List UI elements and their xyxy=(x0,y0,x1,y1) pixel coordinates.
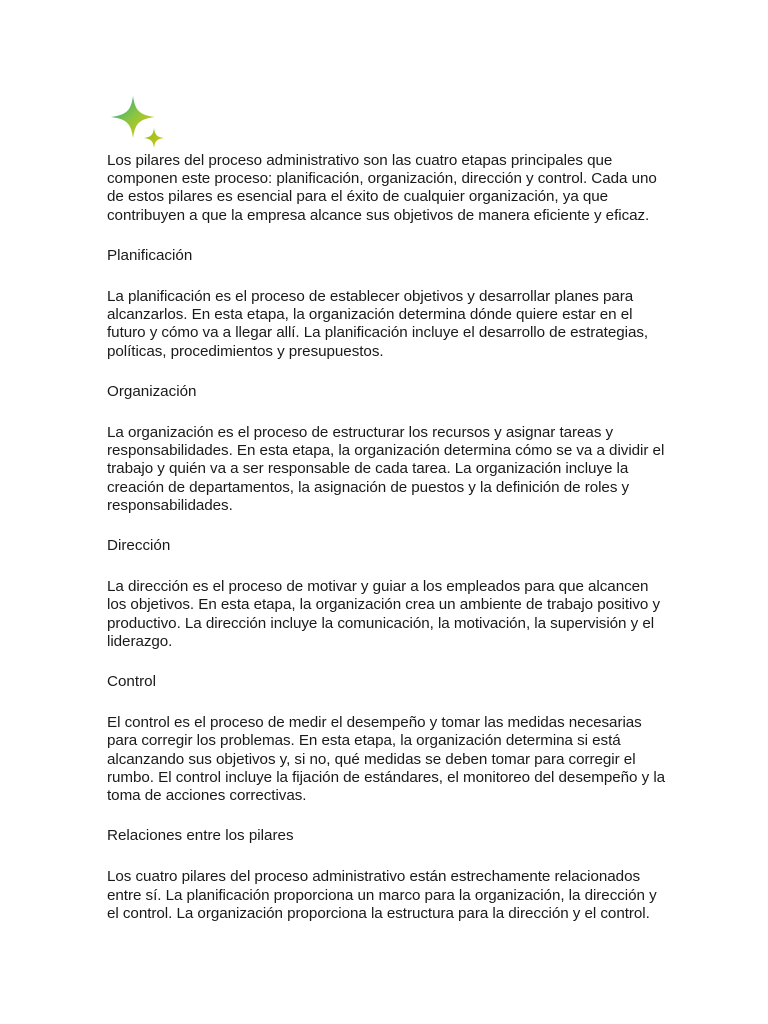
section-body-direccion: La dirección es el proceso de motivar y guiar a los empleados para que alcancen los objetivos. En esta etapa, la organización crea un ambiente de trabajo positivo y productivo. La dirección incluye la comunicación, la motivación, la supervisión y el liderazgo. xyxy=(107,578,661,650)
document-page xyxy=(107,94,667,923)
section-heading-direccion: Dirección xyxy=(107,537,171,555)
intro-paragraph: Los pilares del proceso administrativo son las cuatro etapas principales que componen este proceso: planificación, organización, dirección y control. Cada uno de estos pilares es esencial para el éxito de cualquier organización, ya que contribuyen a que la empresa alcance sus objetivos de manera eficiente y eficaz. xyxy=(107,152,657,224)
section-body-relaciones: Los cuatro pilares del proceso administrativo están estrechamente relacionados entre sí. La planificación proporciona un marco para la organización, la dirección y el control. La organización proporciona la estructura para la dirección y el control. xyxy=(107,868,657,922)
section-heading-relaciones: Relaciones entre los pilares xyxy=(107,827,294,845)
sparkle-icon xyxy=(109,94,169,152)
section-heading-control: Control xyxy=(107,673,156,691)
section-heading-organizacion: Organización xyxy=(107,382,197,400)
section-body-organizacion: La organización es el proceso de estructurar los recursos y asignar tareas y responsabilidades. En esta etapa, la organización determina cómo se va a dividir el trabajo y quién va a ser responsable de cada tarea. La organización incluye la creación de departamentos, la asignación de puestos y la definición de roles y responsabilidades. xyxy=(107,424,665,514)
section-heading-planificacion: Planificación xyxy=(107,246,193,264)
section-body-planificacion: La planificación es el proceso de establecer objetivos y desarrollar planes para alcanzarlos. En esta etapa, la organización determina dónde quiere estar en el futuro y cómo va a llegar allí. La planificación incluye el desarrollo de estrategias, políticas, procedimientos y presupuestos. xyxy=(107,288,649,360)
section-body-control: El control es el proceso de medir el desempeño y tomar las medidas necesarias para corregir los problemas. En esta etapa, la organización determina si está alcanzando sus objetivos y, si no, qué medidas se deben tomar para corregir el rumbo. El control incluye la fijación de estándares, el monitoreo del desempeño y la toma de acciones correctivas. xyxy=(107,714,666,805)
